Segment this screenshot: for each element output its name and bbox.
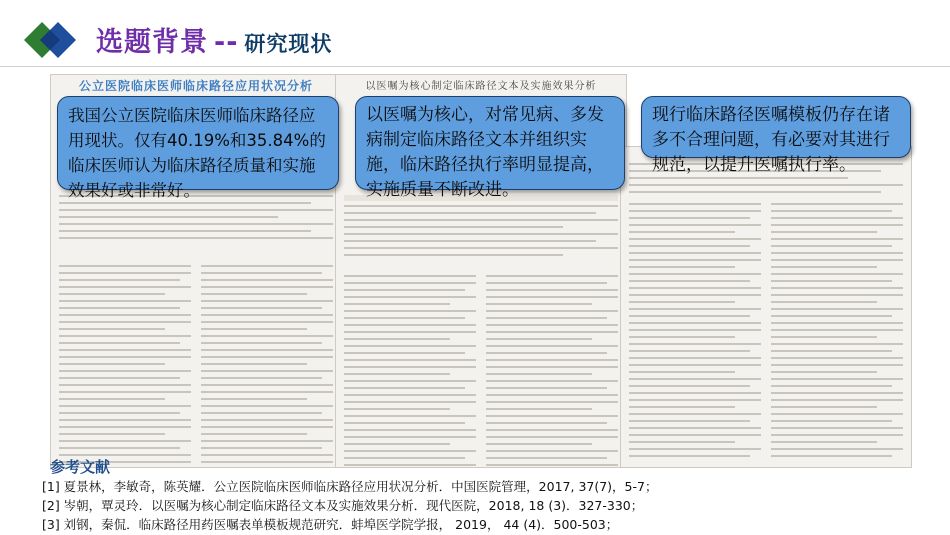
paper-1-title: 公立医院临床医师临床路径应用状况分析 bbox=[78, 79, 313, 93]
reference-item-3: [3] 刘钢，秦侃．临床路径用药医嘱表单模板规范研究．蚌埠医学院学报， 2019， 44 (4)．500-503； bbox=[42, 517, 619, 532]
reference-item-2: [2] 岑朝，覃灵玲．以医嘱为核心制定临床路径文本及实施效果分析．现代医院，2018, 18 (3)．327-330； bbox=[42, 498, 644, 513]
header-divider bbox=[0, 66, 950, 67]
references-heading: 参考文献 bbox=[50, 458, 111, 476]
reference-item-1: [1] 夏景林，李敏奇，陈英耀．公立医院临床医师临床路径应用状况分析．中国医院管理，2017, 37(7)，5-7； bbox=[42, 479, 658, 494]
title-text: 选题背景 bbox=[96, 27, 208, 58]
paper-2-title: 以医嘱为核心制定临床路径文本及实施效果分析 bbox=[365, 81, 597, 92]
callout-finding-3: 现行临床路径医嘱模板仍存在诸多不合理问题，有必要对其进行规范，以提升医嘱执行率。 bbox=[641, 96, 911, 158]
paper-scan-3 bbox=[620, 146, 912, 468]
page-subtitle: 研究现状 bbox=[244, 32, 333, 56]
diamond-logo-icon bbox=[22, 18, 82, 62]
title-separator: -- bbox=[214, 27, 239, 58]
callout-finding-2: 以医嘱为核心，对常见病、多发病制定临床路径文本并组织实施，临床路径执行率明显提高，实施质量不断改进。 bbox=[355, 96, 625, 190]
callout-finding-1: 我国公立医院临床医师临床路径应用现状。仅有40.19%和35.84%的临床医师认为临床路径质量和实施效果好或非常好。 bbox=[57, 96, 339, 190]
page-title bbox=[96, 20, 332, 59]
reference-list bbox=[42, 477, 657, 534]
